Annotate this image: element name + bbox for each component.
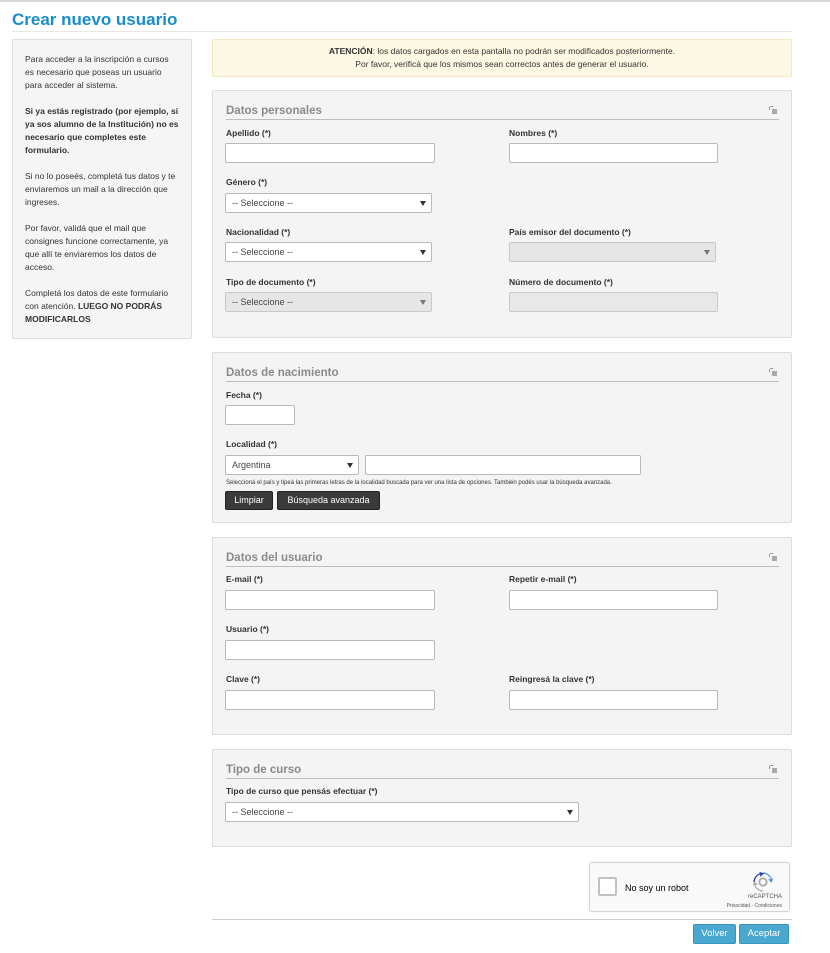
repetir-email-label: Repetir e-mail (*) (509, 574, 577, 584)
attention-alert (212, 39, 792, 77)
help-paragraph-warning: Completá los datos de este formulario con atención. LUEGO NO PODRÁS MODIFICARLOS (25, 288, 169, 324)
chevron-down-icon (567, 810, 573, 815)
recaptcha-logo-icon (752, 871, 774, 893)
apellido-label: Apellido (*) (226, 128, 271, 138)
repetir-email-field[interactable] (509, 590, 718, 610)
localidad-help-text: Seleccioná el país y tipeá las primeras letras de la localidad buscada para ver una lista de opciones. También podés usar la búsqueda avanzada. (226, 480, 612, 486)
numero-documento-label: Número de documento (*) (509, 277, 613, 287)
chevron-down-icon (420, 250, 426, 255)
birth-data-panel (212, 352, 792, 523)
help-sidebar (12, 39, 192, 339)
email-label: E-mail (*) (226, 574, 263, 584)
email-field[interactable] (225, 590, 435, 610)
fecha-input[interactable] (225, 405, 295, 425)
tipo-curso-label: Tipo de curso que pensás efectuar (*) (226, 786, 378, 796)
localidad-label: Localidad (*) (226, 439, 278, 449)
apellido-input[interactable] (225, 143, 435, 163)
alert-label: ATENCIÓN (328, 46, 373, 56)
legend-divider (226, 119, 779, 120)
help-paragraph: Si no lo poseés, completá tus datos y te enviaremos un mail a la dirección que ingreses. (25, 171, 176, 207)
usuario-label: Usuario (*) (226, 624, 269, 634)
numero-documento-input[interactable] (509, 292, 718, 312)
genero-label: Género (*) (226, 177, 268, 187)
collapse-icon[interactable] (768, 367, 778, 377)
collapse-icon[interactable] (768, 552, 778, 562)
genero-select[interactable]: -- Seleccione -- (225, 193, 432, 213)
reingresa-clave-label: Reingresá la clave (*) (509, 674, 595, 684)
title-divider (12, 31, 792, 32)
busqueda-avanzada-button[interactable]: Búsqueda avanzada (277, 491, 380, 510)
clave-input[interactable] (225, 690, 435, 710)
panel-legend: Tipo de curso (226, 764, 302, 776)
nombres-input[interactable] (509, 143, 718, 163)
recaptcha-checkbox[interactable] (598, 877, 617, 896)
panel-legend: Datos de nacimiento (226, 367, 339, 379)
top-border (0, 0, 830, 2)
nombres-label: Nombres (*) (509, 128, 558, 138)
help-paragraph-registered: Si ya estás registrado (por ejemplo, si ya sos alumno de la Institución) no es necesario que completes este formulario. (25, 106, 179, 155)
aceptar-button[interactable]: Aceptar (739, 924, 789, 944)
nacionalidad-select[interactable]: -- Seleccione -- (225, 242, 432, 262)
fecha-label: Fecha (*) (226, 390, 262, 400)
usuario-input[interactable] (225, 640, 435, 660)
chevron-down-icon (704, 250, 710, 255)
recaptcha-brand: reCAPTCHA (747, 894, 782, 900)
limpiar-button[interactable]: Limpiar (225, 491, 273, 510)
clave-label: Clave (*) (226, 674, 261, 684)
pais-emisor-label: País emisor del documento (*) (509, 227, 631, 237)
panel-legend: Datos del usuario (226, 552, 323, 564)
actions-divider (212, 919, 792, 920)
tipo-curso-select[interactable]: -- Seleccione -- (225, 802, 579, 822)
collapse-icon[interactable] (768, 764, 778, 774)
tipo-documento-label: Tipo de documento (*) (226, 277, 316, 287)
chevron-down-icon (420, 300, 426, 305)
alert-line-2: Por favor, verificá que los mismos sean correctos antes de generar el usuario. (355, 59, 649, 69)
recaptcha-links[interactable]: Privacidad - Condiciones (726, 903, 782, 909)
pais-emisor-select[interactable] (509, 242, 716, 262)
tipo-documento-select[interactable]: -- Seleccione -- (225, 292, 432, 312)
legend-divider (226, 566, 779, 567)
reingresa-clave-input[interactable] (509, 690, 718, 710)
page-title: Crear nuevo usuario (12, 10, 178, 29)
recaptcha-widget (589, 862, 790, 912)
pais-select[interactable]: Argentina (225, 455, 359, 475)
help-paragraph: Por favor, validá que el mail que consignes funcione correctamente, ya que allí te enviaremos los datos de acceso. (25, 223, 169, 272)
chevron-down-icon (420, 201, 426, 206)
volver-button[interactable]: Volver (693, 924, 736, 944)
chevron-down-icon (347, 463, 353, 468)
personal-data-panel (212, 90, 792, 338)
nacionalidad-label: Nacionalidad (*) (226, 227, 291, 237)
collapse-icon[interactable] (768, 105, 778, 115)
panel-legend: Datos personales (226, 105, 322, 117)
recaptcha-label: No soy un robot (625, 883, 689, 893)
course-type-panel (212, 749, 792, 847)
user-data-panel (212, 537, 792, 735)
alert-line-1: ATENCIÓN: los datos cargados en esta pantalla no podrán ser modificados posteriormente. (328, 46, 676, 56)
legend-divider (226, 381, 779, 382)
legend-divider (226, 778, 779, 779)
help-paragraph: Para acceder a la inscripción a cursos es necesario que poseas un usuario para acceder al sistema. (25, 54, 169, 90)
localidad-input[interactable] (365, 455, 641, 475)
